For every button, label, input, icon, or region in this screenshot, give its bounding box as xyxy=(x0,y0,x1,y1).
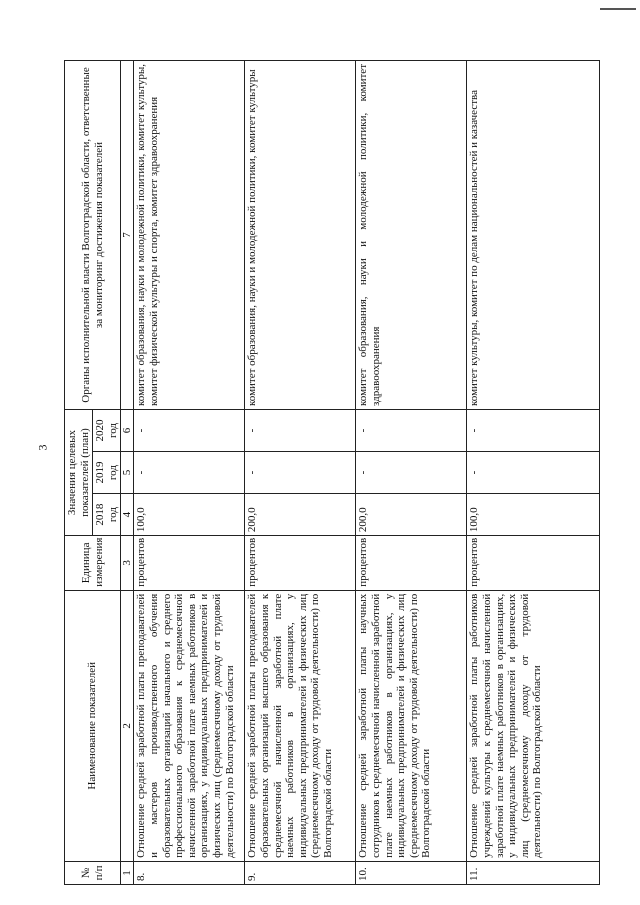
row-num: 11. xyxy=(467,861,600,884)
header-row-1 xyxy=(65,61,93,885)
header-values-group: Значения целевых показателей (план) xyxy=(65,410,93,536)
table-row xyxy=(467,61,600,885)
row-unit: процентов xyxy=(356,536,467,591)
row-indicator-name: Отношение средней заработной платы преподавателей и мастеров производственного обучения образовательных организаций начального и среднего профессионального образования к среднемесячной начисленной заработной плате наемных работников в организациях, у индивидуальных предпринимателей и физических лиц (среднемесячному доходу от трудовой деятельности) по Волгоградской области xyxy=(134,590,245,861)
row-num: 9. xyxy=(245,861,356,884)
header-year-2019: 2019 год xyxy=(93,452,121,494)
column-index: 7 xyxy=(121,61,134,410)
header-num: № п/п xyxy=(65,861,121,884)
table-row xyxy=(134,61,245,885)
header-unit: Единица измерения xyxy=(65,536,121,591)
row-value-2018: 200,0 xyxy=(356,494,467,536)
column-index: 2 xyxy=(121,590,134,861)
column-index: 5 xyxy=(121,452,134,494)
row-value-2019: - xyxy=(356,452,467,494)
column-index: 6 xyxy=(121,410,134,452)
column-index: 3 xyxy=(121,536,134,591)
row-responsible-org: комитет образования, науки и молодежной политики, комитет здравоохранения xyxy=(356,61,467,410)
row-responsible-org: комитет образования, науки и молодежной политики, комитет культуры, комитет физической культуры и спорта, комитет здравоохранения xyxy=(134,61,245,410)
scan-mark xyxy=(600,8,636,10)
row-indicator-name: Отношение средней заработной платы преподавателей образовательных организаций высшего образования к среднемесячной начисленной заработной плате наемных работников в организациях, у индивидуальных предпринимателей и физических лиц (среднемесячному доходу от трудовой деятельности) по Волгоградской области xyxy=(245,590,356,861)
header-year-2020: 2020 год xyxy=(93,410,121,452)
row-value-2020: - xyxy=(134,410,245,452)
header-org: Органы исполнительной власти Волгоградской области, ответственные за мониторинг достижения показателей xyxy=(65,61,121,410)
row-unit: процентов xyxy=(467,536,600,591)
table-row xyxy=(356,61,467,885)
table-row xyxy=(245,61,356,885)
row-responsible-org: комитет культуры, комитет по делам национальностей и казачества xyxy=(467,61,600,410)
page-number: 3 xyxy=(35,444,50,451)
row-value-2020: - xyxy=(245,410,356,452)
row-num: 10. xyxy=(356,861,467,884)
indicators-table xyxy=(64,60,600,885)
header-name: Наименование показателей xyxy=(65,590,121,861)
column-index: 1 xyxy=(121,861,134,884)
row-value-2019: - xyxy=(467,452,600,494)
rotated-table-container xyxy=(64,60,594,885)
column-index: 4 xyxy=(121,494,134,536)
row-indicator-name: Отношение средней заработной платы работников учреждений культуры к среднемесячной начисленной заработной плате наемных работников в организациях, у индивидуальных предпринимателей и физических лиц (среднемесячному доходу от трудовой деятельности) по Волгоградской области xyxy=(467,590,600,861)
row-value-2019: - xyxy=(134,452,245,494)
row-value-2020: - xyxy=(356,410,467,452)
row-value-2018: 200,0 xyxy=(245,494,356,536)
row-value-2018: 100,0 xyxy=(134,494,245,536)
row-value-2018: 100,0 xyxy=(467,494,600,536)
column-index-row xyxy=(121,61,134,885)
row-value-2019: - xyxy=(245,452,356,494)
row-unit: процентов xyxy=(134,536,245,591)
row-value-2020: - xyxy=(467,410,600,452)
row-responsible-org: комитет образования, науки и молодежной политики, комитет культуры xyxy=(245,61,356,410)
header-year-2018: 2018 год xyxy=(93,494,121,536)
row-indicator-name: Отношение средней заработной платы научных сотрудников к среднемесячной начисленной заработной плате наемных работников в организациях, у индивидуальных предпринимателей и физических лиц (среднемесячному доходу от трудовой деятельности) по Волгоградской области xyxy=(356,590,467,861)
row-num: 8. xyxy=(134,861,245,884)
row-unit: процентов xyxy=(245,536,356,591)
